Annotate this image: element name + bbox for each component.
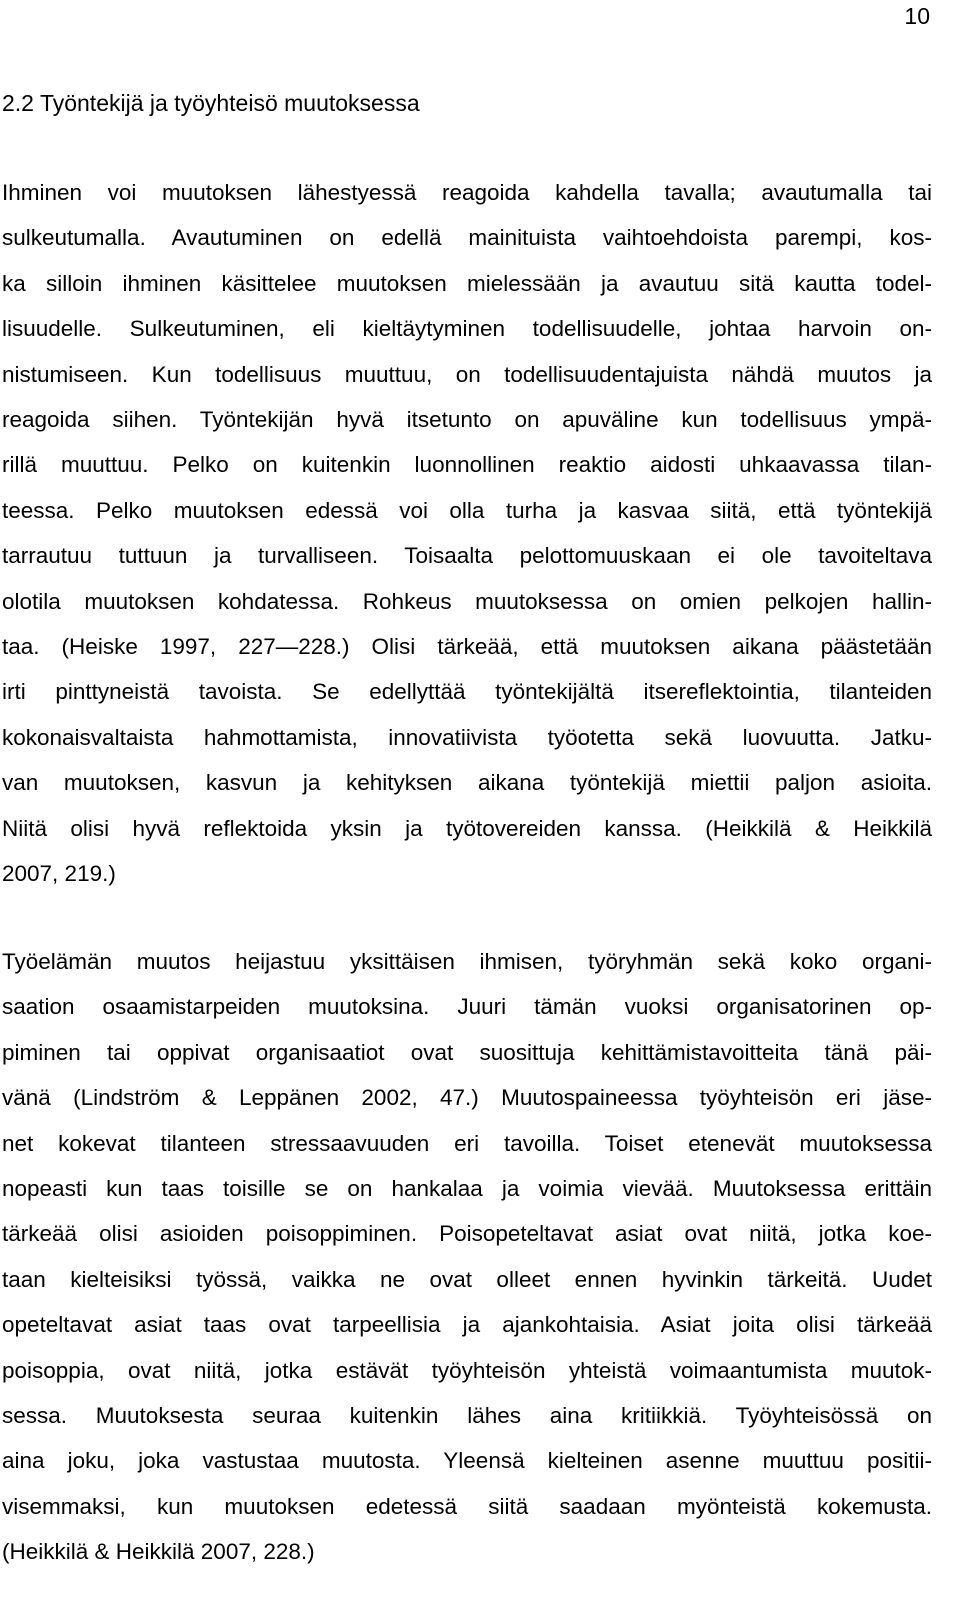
text-line: sulkeutumalla. Avautuminen on edellä mainituista vaihtoehdoista parempi, kos- xyxy=(2,225,932,251)
text-line: opeteltavat asiat taas ovat tarpeellisia ja ajankohtaisia. Asiat joita olisi tärkeää xyxy=(2,1312,932,1338)
text-line: reagoida siihen. Työntekijän hyvä itsetunto on apuväline kun todellisuus ympä- xyxy=(2,407,932,432)
text-line: taa. (Heiske 1997, 227—228.) Olisi tärkeää, että muutoksen aikana päästetään xyxy=(2,634,932,659)
text-line: sessa. Muutoksesta seuraa kuitenkin lähes aina kritiikkiä. Työyhteisössä on xyxy=(2,1403,932,1428)
page-number: 10 xyxy=(904,3,930,29)
text-line: aina joku, joka vastustaa muutosta. Yleensä kielteinen asenne muuttuu positii- xyxy=(2,1448,932,1474)
text-line: taan kielteisiksi työssä, vaikka ne ovat olleet ennen hyvinkin tärkeitä. Uudet xyxy=(2,1266,932,1292)
text-line: visemmaksi, kun muutoksen edetessä siitä saadaan myönteistä kokemusta. xyxy=(2,1493,932,1519)
text-line: (Heikkilä & Heikkilä 2007, 228.) xyxy=(2,1539,315,1565)
text-line: net kokevat tilanteen stressaavuuden eri tavoilla. Toiset etenevät muutoksessa xyxy=(2,1130,932,1156)
text-line: lisuudelle. Sulkeutuminen, eli kieltäytyminen todellisuudelle, johtaa harvoin on- xyxy=(2,316,932,342)
text-line: saation osaamistarpeiden muutoksina. Juuri tämän vuoksi organisatorinen op- xyxy=(2,994,932,1020)
text-line: Työelämän muutos heijastuu yksittäisen ihmisen, työryhmän sekä koko organi- xyxy=(2,949,932,974)
text-line: vänä (Lindström & Leppänen 2002, 47.) Muutospaineessa työyhteisön eri jäse- xyxy=(2,1085,932,1111)
text-line: nistumiseen. Kun todellisuus muuttuu, on todellisuudentajuista nähdä muutos ja xyxy=(2,361,932,387)
text-line: 2007, 219.) xyxy=(2,861,116,886)
text-line: tärkeää olisi asioiden poisoppiminen. Poisopeteltavat asiat ovat niitä, jotka koe- xyxy=(2,1221,932,1247)
text-line: irti pinttyneistä tavoista. Se edellyttää työntekijältä itsereflektointia, tilanteiden xyxy=(2,679,932,705)
text-line: Niitä olisi hyvä reflektoida yksin ja työtovereiden kanssa. (Heikkilä & Heikkilä xyxy=(2,815,932,841)
text-line: poisoppia, ovat niitä, jotka estävät työyhteisön yhteistä voimaantumista muutok- xyxy=(2,1357,932,1383)
text-line: nopeasti kun taas toisille se on hankalaa ja voimia vievää. Muutoksessa erittäin xyxy=(2,1176,932,1201)
section-heading: 2.2 Työntekijä ja työyhteisö muutoksessa xyxy=(2,90,420,116)
text-line: piminen tai oppivat organisaatiot ovat suosittuja kehittämistavoitteita tänä päi- xyxy=(2,1039,932,1065)
text-line: teessa. Pelko muutoksen edessä voi olla turha ja kasvaa siitä, että työntekijä xyxy=(2,497,932,523)
text-line: van muutoksen, kasvun ja kehityksen aikana työntekijä miettii paljon asioita. xyxy=(2,770,932,796)
text-line: kokonaisvaltaista hahmottamista, innovatiivista työotetta sekä luovuutta. Jatku- xyxy=(2,724,932,750)
text-line: ka silloin ihminen käsittelee muutoksen mielessään ja avautuu sitä kautta todel- xyxy=(2,270,932,296)
text-line: olotila muutoksen kohdatessa. Rohkeus muutoksessa on omien pelkojen hallin- xyxy=(2,588,932,614)
text-line: tarrautuu tuttuun ja turvalliseen. Toisaalta pelottomuuskaan ei ole tavoiteltava xyxy=(2,543,932,569)
text-line: Ihminen voi muutoksen lähestyessä reagoida kahdella tavalla; avautumalla tai xyxy=(2,180,932,205)
text-line: rillä muuttuu. Pelko on kuitenkin luonnollinen reaktio aidosti uhkaavassa tilan- xyxy=(2,452,932,478)
